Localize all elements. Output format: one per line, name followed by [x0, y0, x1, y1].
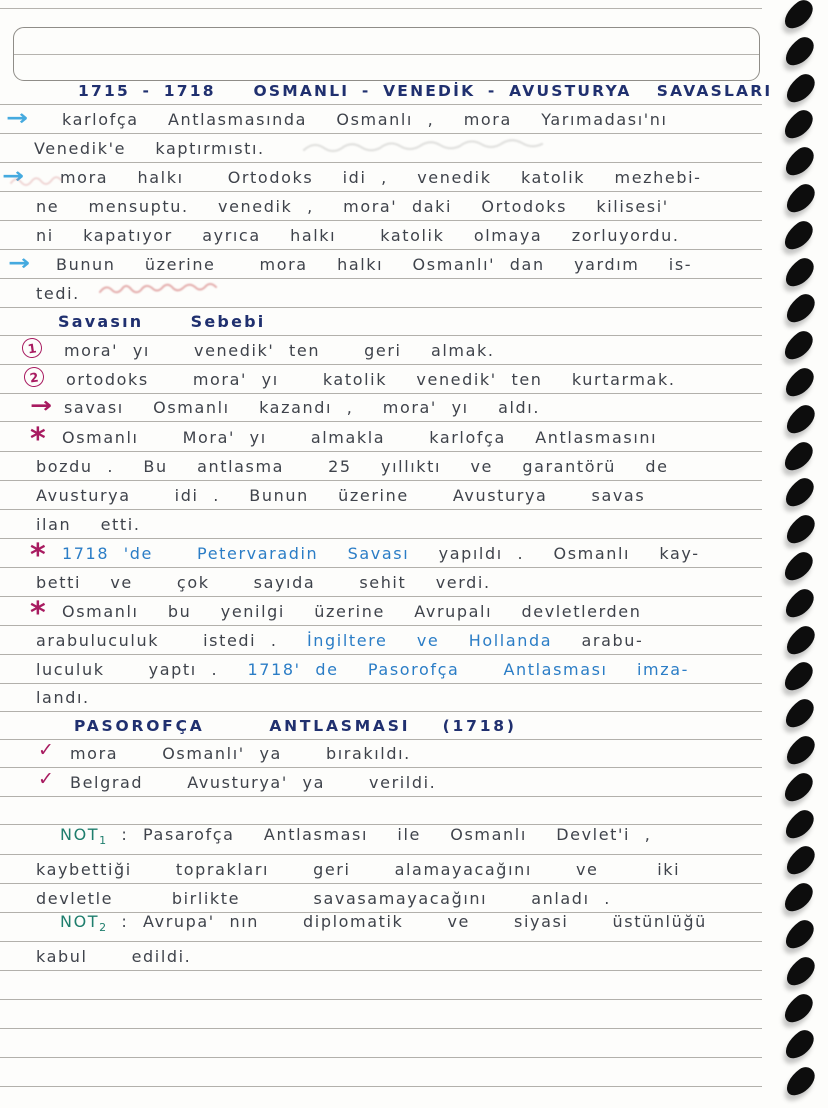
handwritten-text-line — [0, 166, 822, 190]
checkmark-icon: ✓ — [38, 768, 54, 790]
handwritten-text-line — [0, 771, 828, 795]
text-segment: ni kapatıyor ayrıca halkı katolik olmaya zorluyordu. — [36, 226, 680, 245]
spiral-hole — [780, 916, 819, 952]
text-segment: 1718 'de Petervaradin Savası — [62, 544, 410, 563]
ruled-line-with-text — [0, 826, 762, 855]
handwritten-text-line — [0, 542, 824, 566]
spiral-hole — [781, 401, 820, 437]
text-segment: Venedik'e kaptırmıstı. — [34, 139, 265, 158]
text-segment: Avusturya idi . Bunun üzerine Avusturya savas — [36, 486, 646, 505]
handwritten-text-line — [0, 79, 828, 103]
spiral-hole — [780, 33, 819, 69]
text-segment: Savasın Sebebi — [58, 312, 266, 331]
ruled-line-empty — [0, 1000, 762, 1029]
text-segment: Pasarofça Antlasması ile Osmanlı Devlet'i , — [143, 825, 652, 844]
arrow-right-icon: → — [30, 392, 53, 418]
spiral-hole — [780, 695, 819, 731]
text-segment: luculuk yaptı . — [36, 660, 219, 679]
text-segment: Osmanlı Mora' yı almakla karlofça Antlasmasını — [62, 428, 658, 447]
text-segment: 1715 - 1718 OSMANLI - VENEDİK - AVUSTURYA SAVASLARI — [78, 82, 773, 100]
text-segment: mora Osmanlı' ya bırakıldı. — [70, 744, 411, 763]
text-segment: arabu- — [552, 631, 644, 650]
handwritten-text-line — [0, 396, 826, 420]
text-segment: devletle birlikte savasamayacağını anladı . — [36, 889, 611, 908]
spiral-hole — [779, 990, 818, 1026]
handwritten-text-line — [0, 714, 828, 738]
text-segment: yapıldı . Osmanlı kay- — [409, 544, 700, 563]
asterisk-icon: * — [30, 538, 46, 573]
text-segment: 1 — [99, 834, 107, 847]
ink-bleed-artifact-gray — [300, 138, 570, 158]
text-segment: mora halkı Ortodoks idi , venedik katolik mezhebi- — [60, 168, 702, 187]
text-segment: kabul edildi. — [36, 947, 192, 966]
ruled-line-with-text — [0, 307, 762, 336]
spiral-hole — [780, 143, 819, 179]
text-segment: NOT — [60, 825, 100, 844]
ruled-line-with-text — [0, 250, 762, 279]
handwritten-text-line — [0, 455, 798, 479]
top-ruled-line — [0, 8, 762, 9]
spiral-hole — [781, 953, 820, 989]
handwritten-text-line — [0, 108, 824, 132]
text-segment: karlofça Antlasmasında Osmanlı , mora Yarımadası'nı — [62, 110, 668, 129]
spiral-hole — [781, 732, 820, 768]
handwritten-text-line — [0, 686, 798, 710]
text-segment: Avrupa' nın diplomatik ve siyasi üstünlüğü — [143, 912, 707, 931]
ruled-line-with-text — [0, 768, 762, 797]
handwritten-text-line — [0, 339, 826, 363]
text-segment: PASOROFÇA ANTLASMASI (1718) — [74, 717, 517, 735]
text-segment: tedi. — [36, 284, 80, 303]
ruled-line-with-text — [0, 626, 762, 655]
handwritten-text-line — [0, 513, 798, 537]
handwritten-text-line — [0, 368, 828, 392]
text-segment: bozdu . Bu antlasma 25 yıllıktı ve garantörü de — [36, 457, 669, 476]
handwritten-text-line — [0, 887, 798, 911]
spiral-hole — [779, 659, 818, 695]
text-segment: kaybettiği toprakları geri alamayacağını ve iki — [36, 860, 681, 879]
handwritten-text-line — [0, 195, 798, 219]
numbered-bullet-icon: 2 — [23, 366, 46, 389]
ruled-line-with-text — [0, 568, 762, 597]
spiral-hole — [779, 769, 818, 805]
handwritten-text-line — [0, 858, 798, 882]
ruled-line-empty — [0, 796, 762, 825]
ruled-line-with-text — [0, 683, 762, 712]
spiral-hole — [779, 438, 818, 474]
spiral-hole — [779, 217, 818, 253]
ruled-line-with-text — [0, 655, 762, 684]
ruled-line-with-text — [0, 855, 762, 884]
asterisk-icon: * — [30, 422, 46, 457]
header-box-divider — [14, 54, 759, 55]
spiral-hole — [781, 1063, 820, 1099]
ruled-line-with-text — [0, 76, 773, 105]
text-segment: mora' yı venedik' ten geri almak. — [64, 341, 495, 360]
checkmark-icon: ✓ — [38, 739, 54, 761]
text-segment: savası Osmanlı kazandı , mora' yı aldı. — [64, 398, 541, 417]
spiral-hole — [780, 475, 819, 511]
text-segment: Bunun üzerine mora halkı Osmanlı' dan yardım is- — [56, 255, 693, 274]
ruled-line-with-text — [0, 422, 762, 457]
ruled-line-with-text — [0, 105, 762, 134]
ruled-line-with-text — [0, 711, 762, 740]
arrow-right-icon: → — [2, 162, 25, 188]
ruled-line-with-text — [0, 739, 762, 768]
ruled-line-with-text — [0, 192, 762, 221]
handwritten-text-line — [0, 629, 798, 653]
text-segment: ortodoks mora' yı katolik venedik' ten kurtarmak. — [66, 370, 676, 389]
spiral-binding — [762, 0, 828, 1108]
ink-bleed-artifact-red — [96, 278, 226, 300]
text-segment: 1718' de Pasorofça Antlasması imza- — [218, 660, 689, 679]
ruled-line-with-text — [0, 221, 762, 250]
spiral-hole — [779, 0, 818, 33]
spiral-hole — [779, 879, 818, 915]
spiral-hole — [780, 806, 819, 842]
spiral-hole — [779, 107, 818, 143]
text-segment: betti ve çok sayıda sehit verdi. — [36, 573, 491, 592]
text-segment: İngiltere ve Hollanda — [277, 631, 553, 650]
spiral-hole — [781, 622, 820, 658]
header-title-box — [13, 27, 760, 81]
text-segment: ne mensuptu. venedik , mora' daki Ortodoks kilisesi' — [36, 197, 669, 216]
ink-bleed-artifact-small — [8, 172, 64, 190]
ruled-line-with-text — [0, 481, 762, 510]
spiral-hole — [779, 548, 818, 584]
ruled-line-with-text — [0, 884, 762, 913]
handwritten-text-line — [0, 484, 798, 508]
asterisk-icon: * — [30, 596, 46, 631]
handwritten-text-line — [0, 253, 818, 277]
ruled-line-with-text — [0, 393, 762, 422]
handwritten-text-line — [0, 600, 824, 624]
ruled-line-with-text — [0, 510, 762, 539]
text-segment: NOT — [60, 912, 100, 931]
spiral-hole — [780, 1027, 819, 1063]
handwritten-text-line — [0, 910, 822, 940]
handwritten-text-line — [0, 571, 798, 595]
text-segment: 2 — [99, 921, 107, 934]
handwritten-text-line — [0, 658, 798, 682]
numbered-bullet-icon: 1 — [21, 337, 44, 360]
spiral-hole — [780, 585, 819, 621]
ruled-line-empty — [0, 1029, 762, 1058]
ruled-line-with-text — [0, 538, 762, 573]
ruled-line-with-text — [0, 336, 762, 365]
spiral-hole — [781, 291, 820, 327]
handwritten-text-line — [0, 823, 822, 853]
text-segment: landı. — [36, 688, 90, 707]
spiral-hole — [781, 843, 820, 879]
spiral-hole — [780, 254, 819, 290]
ruled-line-with-text — [0, 163, 762, 192]
handwritten-text-line — [0, 426, 824, 450]
text-segment: arabuluculuk istedi . — [36, 631, 278, 650]
text-segment: ilan etti. — [36, 515, 141, 534]
spiral-hole — [781, 180, 820, 216]
ruled-line-with-text — [0, 452, 762, 481]
handwritten-text-line — [0, 945, 798, 969]
spiral-hole — [779, 327, 818, 363]
text-segment: : — [106, 912, 144, 931]
handwritten-text-line — [0, 224, 798, 248]
arrow-right-icon: → — [6, 104, 29, 130]
text-segment: Osmanlı bu yenilgi üzerine Avrupalı devletlerden — [62, 602, 642, 621]
arrow-right-icon: → — [8, 249, 31, 275]
handwritten-text-line — [0, 310, 820, 334]
spiral-hole — [781, 511, 820, 547]
handwritten-text-line — [0, 742, 828, 766]
ruled-line-empty — [0, 1058, 762, 1087]
text-segment: : — [106, 825, 144, 844]
spiral-hole — [780, 364, 819, 400]
text-segment: Belgrad Avusturya' ya verildi. — [70, 773, 437, 792]
ruled-line-with-text — [0, 596, 762, 631]
ruled-line-with-text — [0, 365, 762, 394]
ruled-line-with-text — [0, 913, 762, 942]
spiral-hole — [781, 70, 820, 106]
ruled-line-empty — [0, 971, 762, 1000]
ruled-line-with-text — [0, 942, 762, 971]
